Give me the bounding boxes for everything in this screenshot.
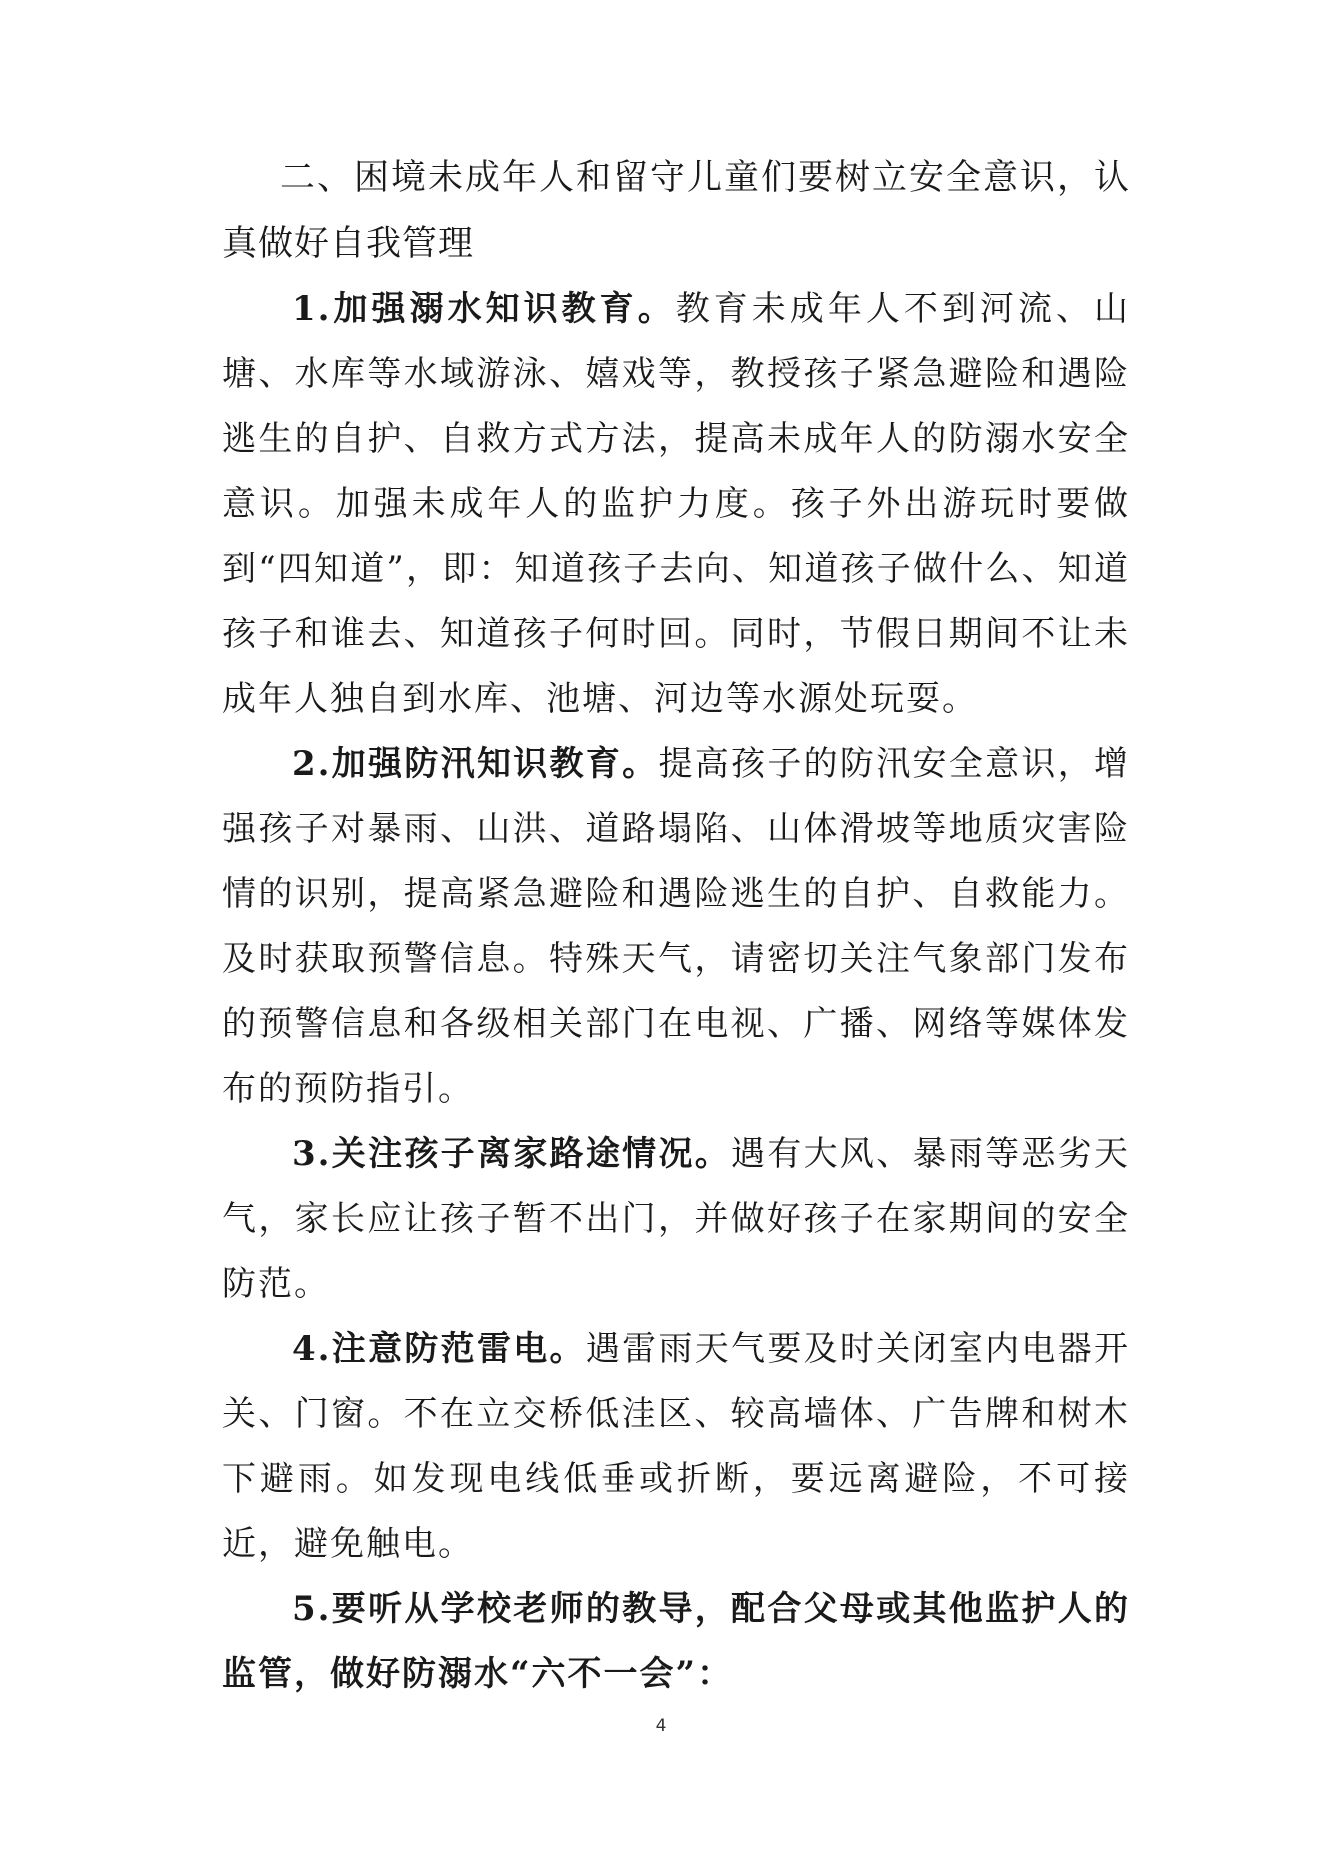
item-drowning-education: [222, 277, 1130, 732]
section-heading: 二、困境未成年人和留守儿童们要树立安全意识，认真做好自我管理: [222, 158, 1130, 264]
item-flood-education: [222, 732, 1130, 1122]
item-lightning-safety: [222, 1317, 1130, 1577]
item-body: 教育未成年人不到河流、山塘、水库等水域游泳、嬉戏等，教授孩子紧急避险和遇险逃生的自护、自救方式方法，提高未成年人的防溺水安全意识。加强未成年人的监护力度。孩子外出游玩时要做到“四知道”，即：知道孩子去向、知道孩子做什么、知道孩子和谁去、知道孩子何时回。同时，节假日期间不让未成年人独自到水库、池塘、河边等水源处玩耍。: [222, 289, 1130, 719]
item-lead: 4.注意防范雷电。: [292, 1329, 586, 1369]
item-body: 遇雷雨天气要及时关闭室内电器开关、门窗。不在立交桥低洼区、较高墙体、广告牌和树木下避雨。如发现电线低垂或折断，要远离避险，不可接近，避免触电。: [222, 1329, 1130, 1564]
item-lead: 2.加强防汛知识教育。: [292, 744, 659, 784]
item-body: 遇有大风、暴雨等恶劣天气，家长应让孩子暂不出门，并做好孩子在家期间的安全防范。: [222, 1134, 1131, 1304]
item-travel-safety: [222, 1122, 1130, 1317]
item-lead: 3.关注孩子离家路途情况。: [292, 1134, 732, 1174]
item-obey-guidance: 5.要听从学校老师的教导，配合父母或其他监护人的监管，做好防溺水“六不一会”：: [222, 1589, 1130, 1694]
item-body: 提高孩子的防汛安全意识，增强孩子对暴雨、山洪、道路塌陷、山体滑坡等地质灾害险情的识别，提高紧急避险和遇险逃生的自护、自救能力。及时获取预警信息。特殊天气，请密切关注气象部门发布的预警信息和各级相关部门在电视、广播、网络等媒体发布的预防指引。: [222, 744, 1130, 1109]
document-body: [222, 145, 1130, 1707]
item-lead: 1.加强溺水知识教育。: [292, 289, 676, 329]
page-number: 4: [655, 1716, 667, 1736]
